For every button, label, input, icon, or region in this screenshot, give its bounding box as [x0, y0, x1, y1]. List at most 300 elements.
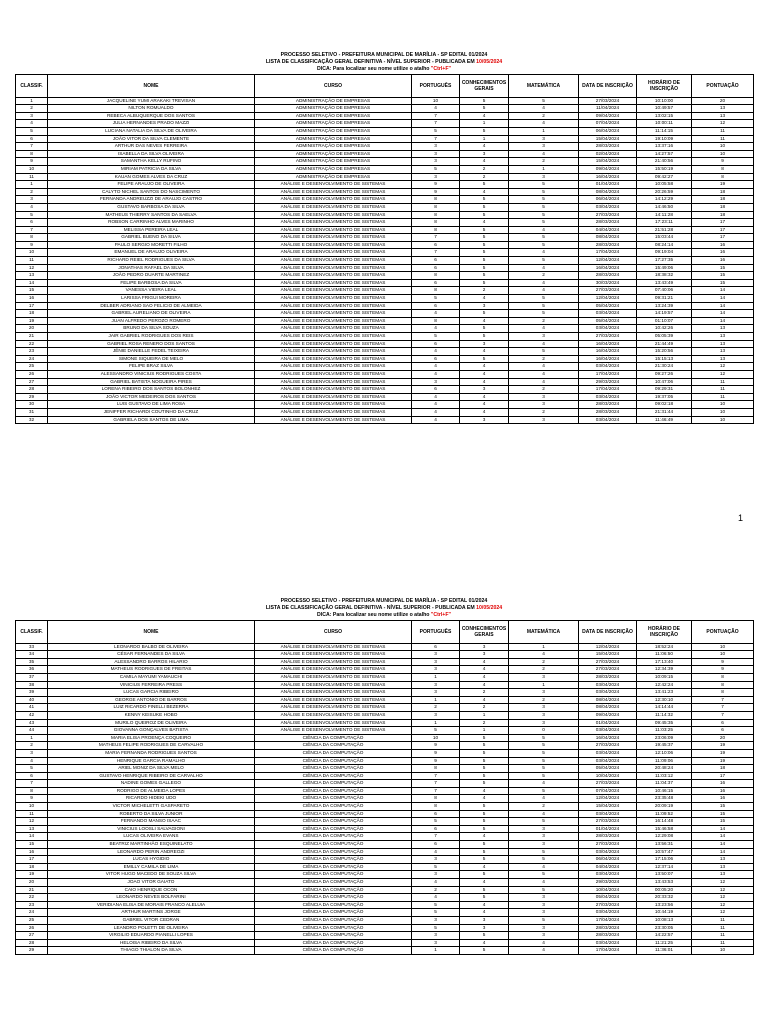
cell-data: 27/03/2024	[579, 666, 637, 674]
cell-matematica: 3	[509, 711, 579, 719]
results-page-1	[15, 52, 753, 424]
cell-nome: JOAO VITOR GAIATO	[48, 879, 255, 887]
cell-nome: MATHEUS FELIPE RODRIGUES DE CARVALHO	[48, 742, 255, 750]
cell-matematica: 5	[509, 772, 579, 780]
cell-classif: 8	[16, 234, 48, 242]
cell-matematica: 3	[509, 416, 579, 424]
cell-classif: 13	[16, 272, 48, 280]
cell-curso: ANÁLISE E DESENVOLVIMENTO DE SISTEMAS	[255, 272, 412, 280]
table-row	[16, 757, 754, 765]
cell-nome: ALESSANDRO VINICIUS RODRIGUES COSTA	[48, 370, 255, 378]
cell-nome: ARTHUR DAS NEVES FERREIRA	[48, 143, 255, 151]
cell-portugues: 6	[412, 810, 460, 818]
table-row	[16, 370, 754, 378]
cell-conhecimentos: 1	[460, 711, 509, 719]
cell-pontuacao: 10	[692, 143, 754, 151]
cell-curso: ANÁLISE E DESENVOLVIMENTO DE SISTEMAS	[255, 249, 412, 257]
cell-pontuacao: 18	[692, 211, 754, 219]
cell-classif: 20	[16, 879, 48, 887]
table-row	[16, 264, 754, 272]
cell-curso: ANÁLISE E DESENVOLVIMENTO DE SISTEMAS	[255, 226, 412, 234]
cell-horario: 17:15:06	[637, 856, 692, 864]
cell-horario: 09:29:31	[637, 386, 692, 394]
cell-nome: JONATHAS RAFAEL DA SILVA	[48, 264, 255, 272]
cell-nome: LUIZ RICARDO FINELLI BEZERRA	[48, 704, 255, 712]
cell-portugues: 6	[412, 241, 460, 249]
table-row	[16, 386, 754, 394]
classification-table	[15, 620, 754, 955]
cell-conhecimentos: 4	[460, 378, 509, 386]
cell-horario: 07:40:06	[637, 287, 692, 295]
cell-data: 06/04/2024	[579, 196, 637, 204]
cell-data: 15/04/2024	[579, 135, 637, 143]
cell-nome: EMILLY CAMILA DE LIMA	[48, 863, 255, 871]
cell-matematica: 4	[509, 249, 579, 257]
cell-conhecimentos: 5	[460, 196, 509, 204]
cell-horario: 12:34:39	[637, 666, 692, 674]
cell-curso: ANÁLISE E DESENVOLVIMENTO DE SISTEMAS	[255, 719, 412, 727]
cell-nome: GABRIEL ROSA RENERO DOS SANTOS	[48, 340, 255, 348]
col-matematica: MATEMÁTICA	[509, 74, 579, 97]
cell-classif: 2	[16, 105, 48, 113]
col-portugues: PORTUGUÊS	[412, 620, 460, 643]
cell-curso: ADMINISTRAÇÃO DE EMPRESAS	[255, 135, 412, 143]
cell-matematica: 3	[509, 689, 579, 697]
cell-classif: 7	[16, 226, 48, 234]
col-nome: NOME	[48, 620, 255, 643]
cell-pontuacao: 16	[692, 257, 754, 265]
cell-conhecimentos: 3	[460, 302, 509, 310]
cell-nome: HELOISA RIBEIRO DA SILVA	[48, 939, 255, 947]
cell-nome: FELIPE BRAZ SILVA	[48, 363, 255, 371]
cell-nome: RODRIGO DE ALMEIDA LOPES	[48, 787, 255, 795]
cell-portugues: 3	[412, 689, 460, 697]
cell-matematica: 5	[509, 310, 579, 318]
cell-horario: 11:21:25	[637, 939, 692, 947]
cell-horario: 13:41:23	[637, 689, 692, 697]
cell-data: 04/04/2024	[579, 863, 637, 871]
cell-data: 17/04/2024	[579, 916, 637, 924]
cell-portugues: 8	[412, 287, 460, 295]
cell-curso: CIÊNCIA DA COMPUTAÇÃO	[255, 772, 412, 780]
cell-pontuacao: 11	[692, 939, 754, 947]
cell-matematica: 3	[509, 894, 579, 902]
cell-curso: ANÁLISE E DESENVOLVIMENTO DE SISTEMAS	[255, 673, 412, 681]
cell-portugues: 6	[412, 257, 460, 265]
cell-nome: KAUAN GOMES ALVES DA CRUZ	[48, 173, 255, 181]
cell-pontuacao: 9	[692, 158, 754, 166]
cell-curso: CIÊNCIA DA COMPUTAÇÃO	[255, 901, 412, 909]
cell-classif: 11	[16, 173, 48, 181]
cell-nome: LEONARDO PERIN ANDREOZI	[48, 848, 255, 856]
cell-conhecimentos: 3	[460, 150, 509, 158]
cell-conhecimentos: 2	[460, 719, 509, 727]
cell-classif: 26	[16, 924, 48, 932]
cell-data: 27/03/2024	[579, 818, 637, 826]
cell-nome: FELIPE ARAUJO DE OLIVEIRA	[48, 181, 255, 189]
table-row	[16, 340, 754, 348]
cell-conhecimentos: 5	[460, 211, 509, 219]
cell-curso: ANÁLISE E DESENVOLVIMENTO DE SISTEMAS	[255, 370, 412, 378]
cell-horario: 12:30:10	[637, 696, 692, 704]
table-row	[16, 924, 754, 932]
cell-portugues: 3	[412, 939, 460, 947]
cell-horario: 09:45:35	[637, 719, 692, 727]
cell-matematica: 3	[509, 833, 579, 841]
cell-matematica: 4	[509, 279, 579, 287]
cell-nome: THIAGO THIALON DA SILVA	[48, 947, 255, 955]
cell-pontuacao: 17	[692, 772, 754, 780]
cell-pontuacao: 10	[692, 401, 754, 409]
cell-conhecimentos: 5	[460, 241, 509, 249]
cell-matematica: 4	[509, 651, 579, 659]
cell-pontuacao: 14	[692, 310, 754, 318]
cell-data: 12/04/2024	[579, 257, 637, 265]
cell-classif: 9	[16, 795, 48, 803]
table-row	[16, 803, 754, 811]
cell-curso: ADMINISTRAÇÃO DE EMPRESAS	[255, 143, 412, 151]
cell-matematica: 5	[509, 295, 579, 303]
cell-classif: 17	[16, 302, 48, 310]
cell-horario: 17:23:11	[637, 219, 692, 227]
cell-classif: 32	[16, 416, 48, 424]
cell-conhecimentos: 5	[460, 886, 509, 894]
cell-pontuacao: 9	[692, 658, 754, 666]
table-row	[16, 879, 754, 887]
cell-portugues: 1	[412, 673, 460, 681]
header-tip: DICA: Para localizar seu nome utilize o atalho "Ctrl+F"	[317, 66, 451, 73]
cell-horario: 10:08:13	[637, 916, 692, 924]
cell-pontuacao: 20	[692, 734, 754, 742]
cell-data: 29/03/2024	[579, 378, 637, 386]
cell-horario: 13:50:07	[637, 871, 692, 879]
table-row	[16, 135, 754, 143]
table-row	[16, 863, 754, 871]
cell-pontuacao: 19	[692, 757, 754, 765]
cell-nome: CALYTO NICHEL SANTOS DO NASCIMENTO	[48, 188, 255, 196]
table-row	[16, 249, 754, 257]
cell-curso: ANÁLISE E DESENVOLVIMENTO DE SISTEMAS	[255, 681, 412, 689]
cell-data: 03/04/2024	[579, 939, 637, 947]
cell-nome: SIMONE SIQUEIRA DE MELO	[48, 355, 255, 363]
cell-conhecimentos: 4	[460, 143, 509, 151]
cell-horario: 11:03:12	[637, 772, 692, 780]
cell-conhecimentos: 5	[460, 825, 509, 833]
cell-portugues: 8	[412, 219, 460, 227]
cell-curso: ANÁLISE E DESENVOLVIMENTO DE SISTEMAS	[255, 181, 412, 189]
cell-nome: DELBER ADRIANO SAO FELICIO DE ALMEIDA	[48, 302, 255, 310]
cell-horario: 11:03:25	[637, 727, 692, 735]
cell-portugues: 3	[412, 711, 460, 719]
cell-portugues: 6	[412, 643, 460, 651]
cell-conhecimentos: 4	[460, 295, 509, 303]
cell-horario: 11:09:06	[637, 757, 692, 765]
cell-classif: 4	[16, 757, 48, 765]
cell-matematica: 2	[509, 658, 579, 666]
cell-conhecimentos: 4	[460, 370, 509, 378]
cell-data: 16/04/2024	[579, 734, 637, 742]
cell-portugues: 7	[412, 780, 460, 788]
table-row	[16, 673, 754, 681]
cell-conhecimentos: 4	[460, 393, 509, 401]
cell-nome: GABRIELA DOS SANTOS DE LIMA	[48, 416, 255, 424]
cell-curso: ANÁLISE E DESENVOLVIMENTO DE SISTEMAS	[255, 279, 412, 287]
cell-classif: 9	[16, 241, 48, 249]
cell-horario: 10:00:11	[637, 120, 692, 128]
cell-portugues: 6	[412, 302, 460, 310]
cell-pontuacao: 16	[692, 795, 754, 803]
table-row	[16, 317, 754, 325]
cell-data: 03/04/2024	[579, 310, 637, 318]
cell-horario: 10:09:15	[637, 673, 692, 681]
cell-matematica: 4	[509, 879, 579, 887]
cell-nome: RICARDO HIDEKI UDO	[48, 795, 255, 803]
cell-portugues: 10	[412, 734, 460, 742]
cell-nome: VITOR HUGO MACEDO DE SOUZA SILVA	[48, 871, 255, 879]
cell-curso: CIÊNCIA DA COMPUTAÇÃO	[255, 856, 412, 864]
cell-classif: 27	[16, 932, 48, 940]
cell-data: 09/04/2024	[579, 711, 637, 719]
cell-data: 15/04/2024	[579, 158, 637, 166]
table-row	[16, 939, 754, 947]
cell-data: 15/04/2024	[579, 651, 637, 659]
col-portugues: PORTUGUÊS	[412, 74, 460, 97]
table-row	[16, 393, 754, 401]
cell-classif: 1	[16, 181, 48, 189]
cell-data: 03/04/2024	[579, 909, 637, 917]
cell-horario: 18:38:32	[637, 272, 692, 280]
cell-horario: 20:48:24	[637, 765, 692, 773]
cell-horario: 09:31:21	[637, 295, 692, 303]
cell-nome: JULIA HERNANDES PRADO MAZZI	[48, 120, 255, 128]
table-row	[16, 173, 754, 181]
cell-data: 27/03/2024	[579, 841, 637, 849]
cell-conhecimentos: 5	[460, 234, 509, 242]
cell-curso: ADMINISTRAÇÃO DE EMPRESAS	[255, 165, 412, 173]
table-row	[16, 833, 754, 841]
cell-classif: 4	[16, 120, 48, 128]
cell-data: 03/04/2024	[579, 681, 637, 689]
cell-portugues: 8	[412, 795, 460, 803]
cell-conhecimentos: 4	[460, 673, 509, 681]
cell-nome: ARTHUR MARTINS JORGE	[48, 909, 255, 917]
cell-data: 11/04/2024	[579, 105, 637, 113]
cell-conhecimentos: 5	[460, 333, 509, 341]
cell-portugues: 4	[412, 848, 460, 856]
cell-curso: ADMINISTRAÇÃO DE EMPRESAS	[255, 150, 412, 158]
cell-conhecimentos: 5	[460, 803, 509, 811]
cell-horario: 01:10:07	[637, 317, 692, 325]
cell-nome: KENNY KEISUKE HOBO	[48, 711, 255, 719]
cell-portugues: 8	[412, 226, 460, 234]
cell-curso: ANÁLISE E DESENVOLVIMENTO DE SISTEMAS	[255, 711, 412, 719]
cell-curso: CIÊNCIA DA COMPUTAÇÃO	[255, 765, 412, 773]
cell-horario: 15:03:44	[637, 234, 692, 242]
cell-nome: ARIEL MONIZ DA SILVA MELO	[48, 765, 255, 773]
cell-matematica: 5	[509, 734, 579, 742]
table-row	[16, 203, 754, 211]
cell-conhecimentos: 3	[460, 651, 509, 659]
cell-nome: LEONARDO BALBO DE OLIVEIRA	[48, 643, 255, 651]
table-row	[16, 742, 754, 750]
cell-matematica: 3	[509, 841, 579, 849]
cell-data: 30/03/2024	[579, 279, 637, 287]
cell-conhecimentos: 4	[460, 795, 509, 803]
cell-conhecimentos: 3	[460, 924, 509, 932]
table-row	[16, 643, 754, 651]
cell-classif: 44	[16, 727, 48, 735]
cell-portugues: 7	[412, 234, 460, 242]
cell-horario: 10:05:58	[637, 181, 692, 189]
cell-pontuacao: 8	[692, 165, 754, 173]
cell-conhecimentos: 5	[460, 272, 509, 280]
cell-curso: CIÊNCIA DA COMPUTAÇÃO	[255, 833, 412, 841]
cell-data: 03/04/2024	[579, 689, 637, 697]
cell-matematica: 4	[509, 226, 579, 234]
cell-portugues: 1	[412, 947, 460, 955]
cell-classif: 23	[16, 901, 48, 909]
cell-horario: 13:23:56	[637, 901, 692, 909]
cell-horario: 14:11:28	[637, 211, 692, 219]
cell-pontuacao: 17	[692, 219, 754, 227]
cell-portugues: 4	[412, 894, 460, 902]
cell-data: 03/04/2024	[579, 749, 637, 757]
cell-curso: ANÁLISE E DESENVOLVIMENTO DE SISTEMAS	[255, 416, 412, 424]
cell-curso: ANÁLISE E DESENVOLVIMENTO DE SISTEMAS	[255, 378, 412, 386]
cell-pontuacao: 15	[692, 272, 754, 280]
cell-data: 08/04/2024	[579, 696, 637, 704]
cell-matematica: 4	[509, 947, 579, 955]
cell-pontuacao: 6	[692, 727, 754, 735]
cell-matematica: 3	[509, 932, 579, 940]
cell-nome: CAIO HENRIQUE OCON	[48, 886, 255, 894]
cell-pontuacao: 17	[692, 226, 754, 234]
cell-horario: 11:04:37	[637, 780, 692, 788]
cell-classif: 28	[16, 386, 48, 394]
table-row	[16, 780, 754, 788]
cell-matematica: 1	[509, 643, 579, 651]
cell-conhecimentos: 5	[460, 203, 509, 211]
table-row	[16, 272, 754, 280]
cell-portugues: 7	[412, 120, 460, 128]
cell-conhecimentos: 1	[460, 120, 509, 128]
table-row	[16, 401, 754, 409]
cell-nome: JOÃO VICTOR MEDEIROS DOS SANTOS	[48, 393, 255, 401]
cell-conhecimentos: 4	[460, 879, 509, 887]
cell-curso: ANÁLISE E DESENVOLVIMENTO DE SISTEMAS	[255, 317, 412, 325]
cell-matematica: 5	[509, 234, 579, 242]
cell-portugues: 6	[412, 386, 460, 394]
cell-pontuacao: 16	[692, 241, 754, 249]
cell-data: 29/03/2024	[579, 879, 637, 887]
cell-horario: 19:45:37	[637, 742, 692, 750]
cell-horario: 18:52:24	[637, 643, 692, 651]
cell-portugues: 7	[412, 772, 460, 780]
cell-matematica: 4	[509, 105, 579, 113]
cell-conhecimentos: 5	[460, 181, 509, 189]
table-row	[16, 810, 754, 818]
cell-classif: 6	[16, 219, 48, 227]
cell-curso: ANÁLISE E DESENVOLVIMENTO DE SISTEMAS	[255, 666, 412, 674]
cell-classif: 19	[16, 317, 48, 325]
cell-matematica: 3	[509, 333, 579, 341]
cell-horario: 15:15:13	[637, 355, 692, 363]
cell-curso: CIÊNCIA DA COMPUTAÇÃO	[255, 734, 412, 742]
cell-nome: GABRIEL BATISTA NOGUEIRA PIRES	[48, 378, 255, 386]
cell-matematica: 5	[509, 871, 579, 879]
cell-conhecimentos: 3	[460, 416, 509, 424]
cell-horario: 21:51:28	[637, 226, 692, 234]
cell-pontuacao: 10	[692, 651, 754, 659]
cell-portugues: 4	[412, 325, 460, 333]
cell-curso: ANÁLISE E DESENVOLVIMENTO DE SISTEMAS	[255, 211, 412, 219]
cell-conhecimentos: 4	[460, 219, 509, 227]
cell-nome: VINICIUS LOOSLI SALVAGIONI	[48, 825, 255, 833]
cell-portugues: 7	[412, 787, 460, 795]
cell-horario: 20:09:19	[637, 803, 692, 811]
table-row	[16, 120, 754, 128]
cell-matematica: 5	[509, 257, 579, 265]
cell-conhecimentos: 5	[460, 249, 509, 257]
cell-data: 05/04/2024	[579, 765, 637, 773]
cell-curso: ANÁLISE E DESENVOLVIMENTO DE SISTEMAS	[255, 287, 412, 295]
cell-pontuacao: 12	[692, 886, 754, 894]
cell-classif: 5	[16, 765, 48, 773]
cell-nome: RICHARD REIEL RODRIGUES DA SILVA	[48, 257, 255, 265]
cell-classif: 29	[16, 947, 48, 955]
cell-portugues: 7	[412, 135, 460, 143]
cell-curso: ANÁLISE E DESENVOLVIMENTO DE SISTEMAS	[255, 386, 412, 394]
cell-portugues: 6	[412, 264, 460, 272]
cell-portugues: 4	[412, 416, 460, 424]
cell-conhecimentos: 3	[460, 340, 509, 348]
table-row	[16, 363, 754, 371]
cell-curso: CIÊNCIA DA COMPUTAÇÃO	[255, 749, 412, 757]
cell-classif: 39	[16, 689, 48, 697]
cell-curso: ANÁLISE E DESENVOLVIMENTO DE SISTEMAS	[255, 257, 412, 265]
cell-pontuacao: 19	[692, 749, 754, 757]
cell-data: 12/04/2024	[579, 643, 637, 651]
cell-portugues: 9	[412, 188, 460, 196]
cell-curso: ANÁLISE E DESENVOLVIMENTO DE SISTEMAS	[255, 348, 412, 356]
table-row	[16, 734, 754, 742]
cell-classif: 28	[16, 939, 48, 947]
cell-conhecimentos: 3	[460, 386, 509, 394]
cell-curso: CIÊNCIA DA COMPUTAÇÃO	[255, 795, 412, 803]
cell-portugues: 3	[412, 651, 460, 659]
cell-pontuacao: 10	[692, 150, 754, 158]
cell-nome: LUCIANA NATALIA DA SILVA DE OLIVEIRA	[48, 127, 255, 135]
cell-portugues: 3	[412, 173, 460, 181]
cell-pontuacao: 13	[692, 863, 754, 871]
cell-portugues: 7	[412, 833, 460, 841]
cell-pontuacao: 15	[692, 810, 754, 818]
cell-conhecimentos: 2	[460, 704, 509, 712]
cell-classif: 11	[16, 257, 48, 265]
cell-matematica: 2	[509, 272, 579, 280]
cell-data: 17/04/2024	[579, 386, 637, 394]
cell-data: 01/04/2024	[579, 181, 637, 189]
table-row	[16, 310, 754, 318]
header-row	[16, 620, 754, 643]
cell-horario: 10:10:00	[637, 97, 692, 105]
cell-pontuacao: 10	[692, 416, 754, 424]
cell-classif: 16	[16, 295, 48, 303]
cell-classif: 11	[16, 810, 48, 818]
cell-data: 27/03/2024	[579, 211, 637, 219]
cell-curso: CIÊNCIA DA COMPUTAÇÃO	[255, 848, 412, 856]
cell-curso: ADMINISTRAÇÃO DE EMPRESAS	[255, 120, 412, 128]
